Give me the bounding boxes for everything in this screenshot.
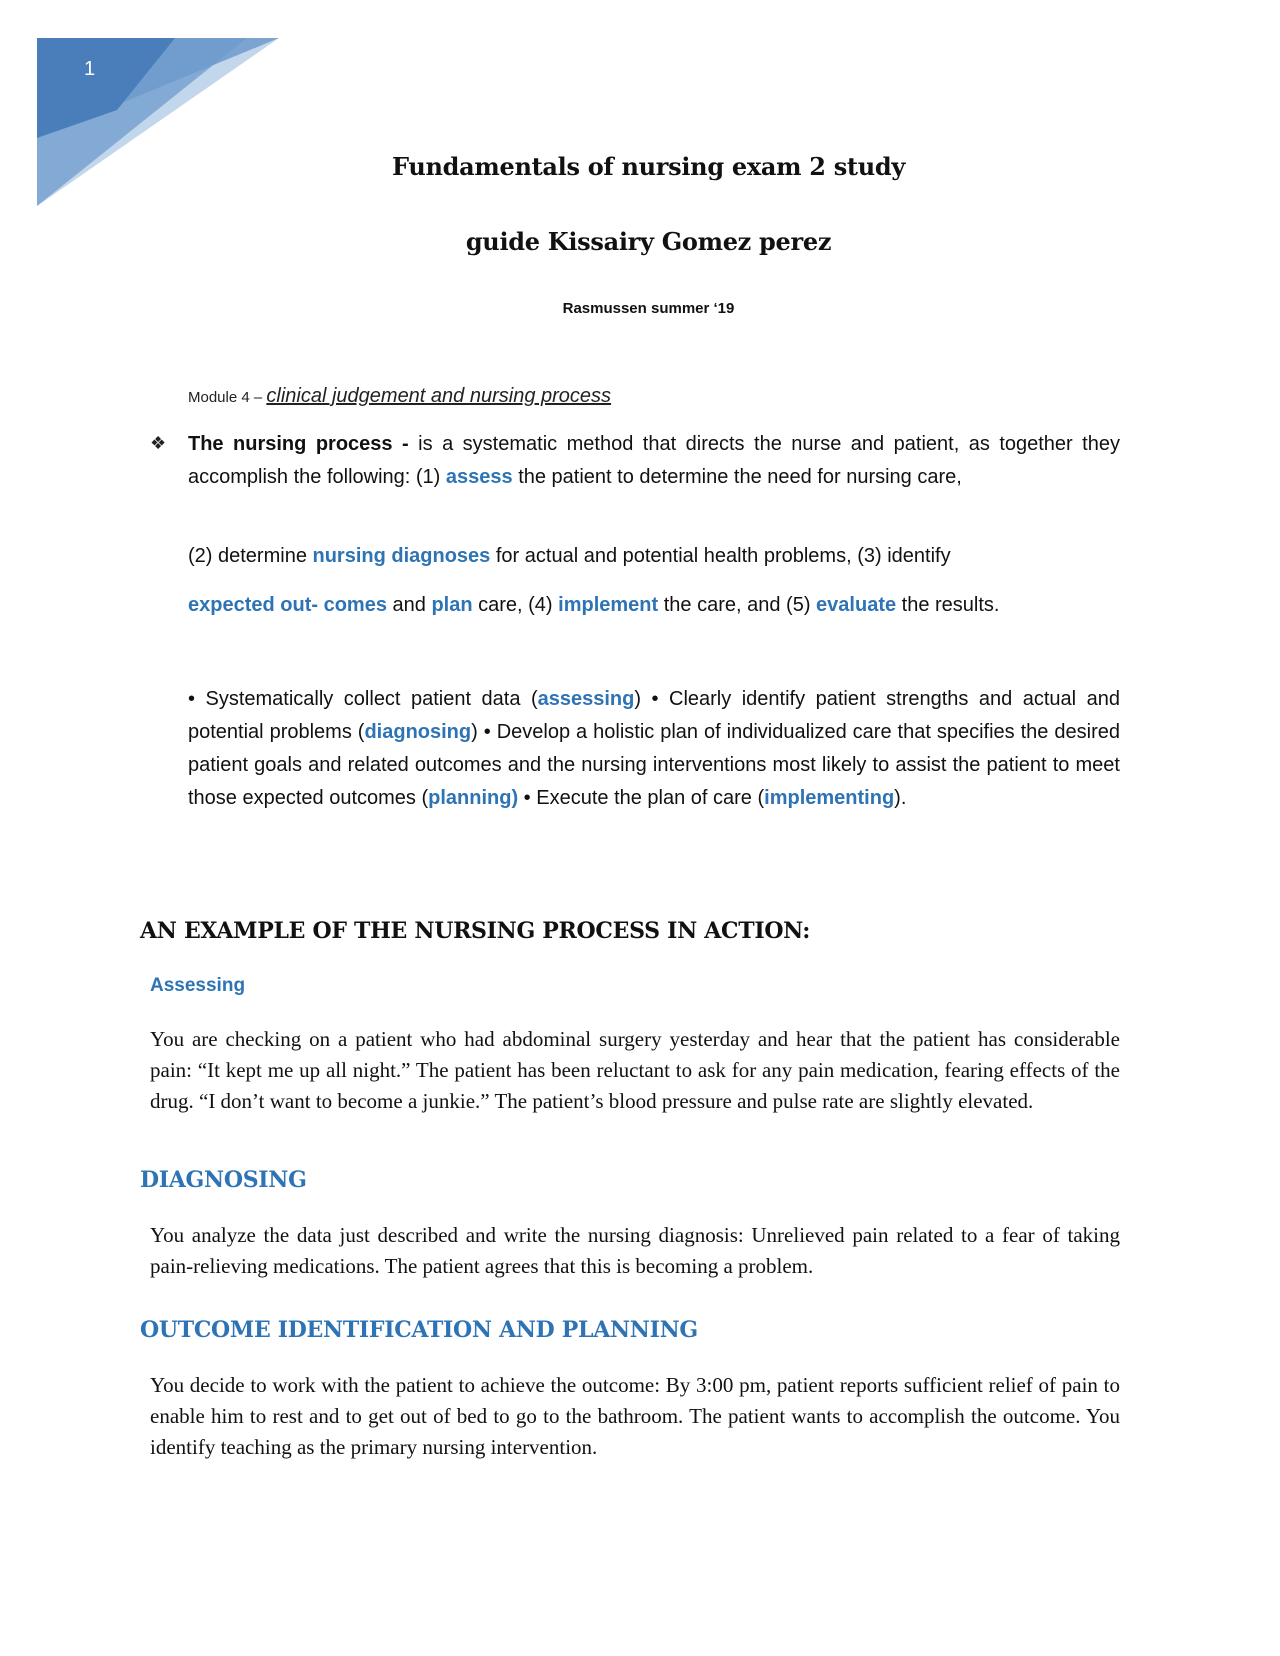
keyword-expected-outcomes: expected out- comes [188, 594, 387, 616]
text-run: is a systematic method that directs the nurse and patient, as together they accomplish the following: (1) [188, 433, 1120, 488]
diamond-bullet-icon: ❖ [150, 433, 167, 453]
text-run: care, (4) [472, 594, 559, 616]
assessing-paragraph: You are checking on a patient who had abdominal surgery yesterday and hear that the patient has considerable pain: “It kept me up all night.” The patient has been reluctant to ask for any pain medication, fearing effects of the drug. “I don’t want to become a junkie.” The patient’s blood pressure and pulse rate are slightly elevated. [150, 1027, 1120, 1113]
module-line [188, 385, 611, 408]
text-run: • Execute the plan of care ( [518, 787, 765, 809]
text-run: (2) determine [188, 545, 313, 567]
assessing-heading: Assessing [150, 975, 246, 996]
text-run: for actual and potential health problems, (3) identify [490, 545, 951, 567]
nursing-process-term: The nursing process - [188, 433, 409, 455]
nursing-process-step-2 [188, 540, 1120, 573]
nursing-process-steps-3-5 [188, 589, 1120, 622]
document-subtitle: Rasmussen summer ‘19 [562, 300, 735, 317]
keyword-assessing: assessing [537, 688, 635, 710]
keyword-diagnosing: diagnosing [364, 721, 472, 743]
outcome-planning-paragraph: You decide to work with the patient to achieve the outcome: By 3:00 pm, patient reports sufficient relief of pain to enable him to rest and to get out of bed to go to the bathroom. The patient wants to accomplish the outcome. You identify teaching as the primary nursing intervention. [150, 1373, 1120, 1459]
module-topic: clinical judgement and nursing process [266, 385, 612, 407]
outcome-planning-heading: OUTCOME IDENTIFICATION AND PLANNING [140, 1317, 698, 1343]
page-number: 1 [84, 58, 96, 80]
keyword-nursing-diagnoses: nursing diagnoses [312, 545, 491, 567]
module-prefix: Module 4 – [188, 389, 267, 406]
keyword-plan: plan [431, 594, 473, 616]
example-heading: AN EXAMPLE OF THE NURSING PROCESS IN ACTION: [140, 918, 811, 944]
keyword-assess: assess [445, 466, 513, 488]
nursing-process-definition [188, 428, 1120, 494]
text-run: the care, and (5) [658, 594, 817, 616]
text-run: ) • Develop a holistic plan of individualized care that specifies the desired patient goals and related outcomes and the nursing interventions most likely to assist the patient to meet those expected outcomes ( [188, 721, 1120, 809]
text-run: the patient to determine the need for nursing care, [512, 466, 962, 488]
keyword-implement: implement [558, 594, 659, 616]
text-run: • Systematically collect patient data ( [188, 688, 538, 710]
process-steps-paragraph [188, 683, 1120, 815]
document-title-line-2: guide Kissairy Gomez perez [465, 227, 832, 256]
text-run: and [386, 594, 432, 616]
keyword-implementing: implementing [764, 787, 895, 809]
keyword-planning: planning) [428, 787, 519, 809]
diagnosing-paragraph: You analyze the data just described and write the nursing diagnosis: Unrelieved pain related to a fear of taking pain-relieving medications. The patient agrees that this is becoming a problem. [150, 1223, 1120, 1278]
text-run: ) • Clearly identify patient strengths and actual and potential problems ( [188, 688, 1120, 743]
document-title-line-1: Fundamentals of nursing exam 2 study [392, 152, 905, 181]
text-run: the results. [896, 594, 1000, 616]
keyword-evaluate: evaluate [816, 594, 897, 616]
diagnosing-heading: DIAGNOSING [140, 1167, 307, 1193]
text-run: ). [894, 787, 907, 809]
